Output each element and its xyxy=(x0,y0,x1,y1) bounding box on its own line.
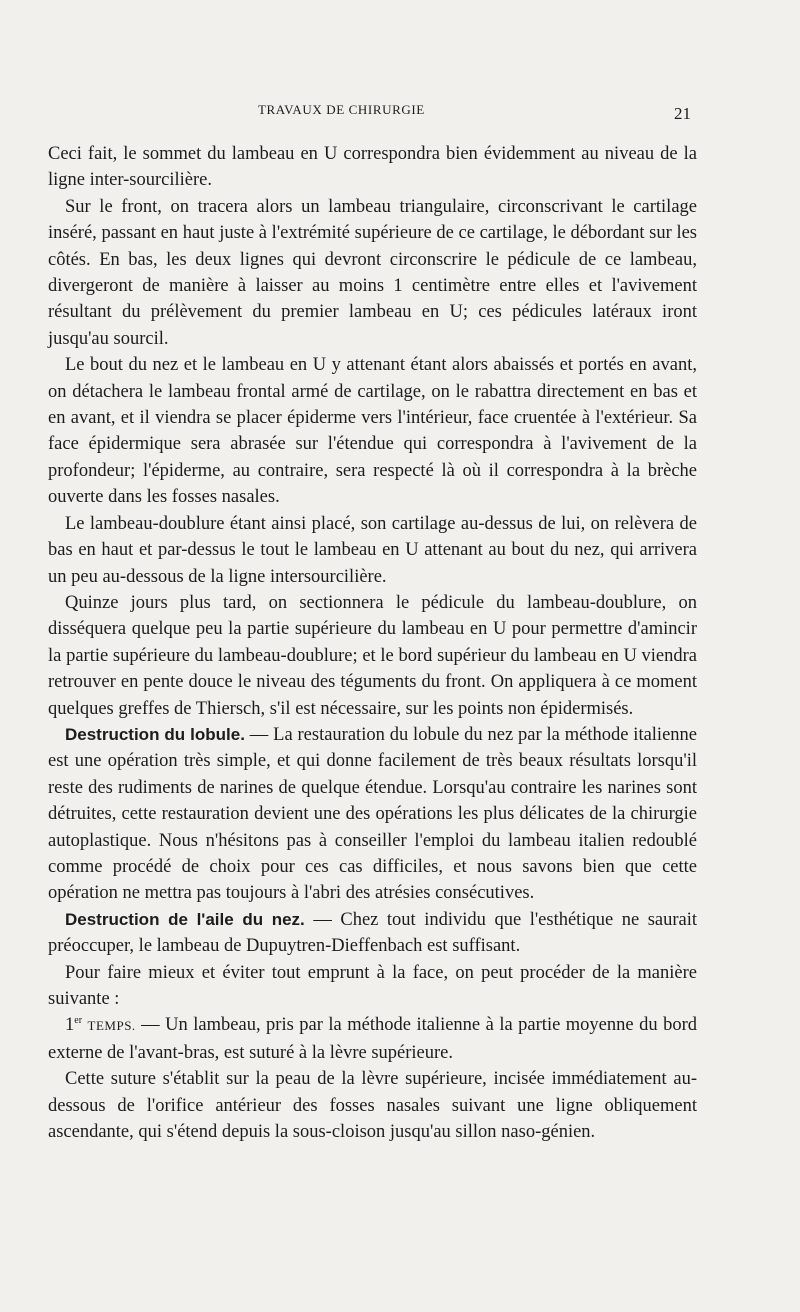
page-number: 21 xyxy=(674,104,691,123)
step-text: — Un lambeau, pris par la méthode italienne à la partie moyenne du bord externe de l'avant-bras, est suturé à la lèvre supérieure. xyxy=(48,1015,697,1063)
first-step xyxy=(48,1012,697,1066)
paragraph: Ceci fait, le sommet du lambeau en U correspondra bien évidemment au niveau de la ligne inter-sourcilière. xyxy=(48,144,697,191)
running-head: TRAVAUX DE CHIRURGIE xyxy=(258,102,425,117)
paragraph: Cette suture s'établit sur la peau de la lèvre supérieure, incisée immédiatement au-dessous de l'orifice antérieur des fosses nasales suivant une ligne obliquement ascendante, qui s'étend depuis la sous-cloison jusqu'au sillon naso-génien. xyxy=(48,1069,697,1143)
section-heading: Destruction de l'aile du nez. xyxy=(65,909,305,929)
section-lobule xyxy=(48,722,697,907)
paragraph: Le lambeau-doublure étant ainsi placé, son cartilage au-dessus de lui, on relèvera de bas en haut et par-dessus le tout le lambeau en U attenant au bout du nez, qui arrivera un peu au-dessous de la ligne intersourcilière. xyxy=(48,513,697,587)
paragraph: Le bout du nez et le lambeau en U y attenant étant alors abaissés et portés en avant, on détachera le lambeau frontal armé de cartilage, on le rabattra directement en bas et en avant, et il viendra se placer épiderme vers l'intérieur, face cruentée à l'extérieur. Sa face épidermique sera abrasée sur l'étendue qui correspondra à l'avivement de la profondeur; l'épiderme, au contraire, sera respecté là où il correspondra à la brèche ouverte dans les fosses nasales. xyxy=(48,355,697,508)
paragraph: Pour faire mieux et éviter tout emprunt à la face, on peut procéder de la manière suivante : xyxy=(48,962,697,1009)
section-aile xyxy=(48,907,697,960)
paragraph: Quinze jours plus tard, on sectionnera le pédicule du lambeau-doublure, on disséquera quelque peu la partie supérieure du lambeau en U pour permettre d'amincir la partie supérieure du lambeau-doublure; et le bord supérieur du lambeau en U viendra retrouver en pente douce le niveau des téguments du front. On appliquera à ce moment quelques greffes de Thiersch, s'il est nécessaire, sur les points non épidermisés. xyxy=(48,592,697,719)
step-number: 1 xyxy=(65,1015,75,1036)
section-text: — La restauration du lobule du nez par la méthode italienne est une opération très simple, et qui donne facilement de très beaux résultats lorsqu'il reste des rudiments de narines de quelque étendue. Lorsqu'au contraire les narines sont détruites, cette restauration devient une des opérations les plus délicates de la chirurgie autoplastique. Nous n'hésitons pas à conseiller l'emploi du lambeau italien redoublé comme procédé de choix pour ces cas difficiles, et nous savons bien que cette opération ne mettra pas toujours à l'abri des atrésies consécutives. xyxy=(48,724,697,904)
paragraph: Sur le front, on tracera alors un lambeau triangulaire, circonscrivant le cartilage inséré, passant en haut juste à l'extrémité supérieure de ce cartilage, le débordant sur les côtés. En bas, les deux lignes qui devront circonscrire le pédicule de ce lambeau, divergeront de manière à laisser au moins 1 centimètre entre elles et l'avivement résultant du prélèvement du premier lambeau en U; ces pédicules latéraux iront jusqu'au sourcil. xyxy=(48,196,697,349)
step-superscript: er xyxy=(74,1015,83,1027)
section-text: — Chez tout individu que l'esthétique ne saurait préoccuper, le lambeau de Dupuytren-Dieffenbach est suffisant. xyxy=(48,909,698,957)
step-label: TEMPS. xyxy=(87,1018,136,1034)
body-text xyxy=(48,141,697,1145)
section-heading: Destruction du lobule. xyxy=(65,724,245,744)
